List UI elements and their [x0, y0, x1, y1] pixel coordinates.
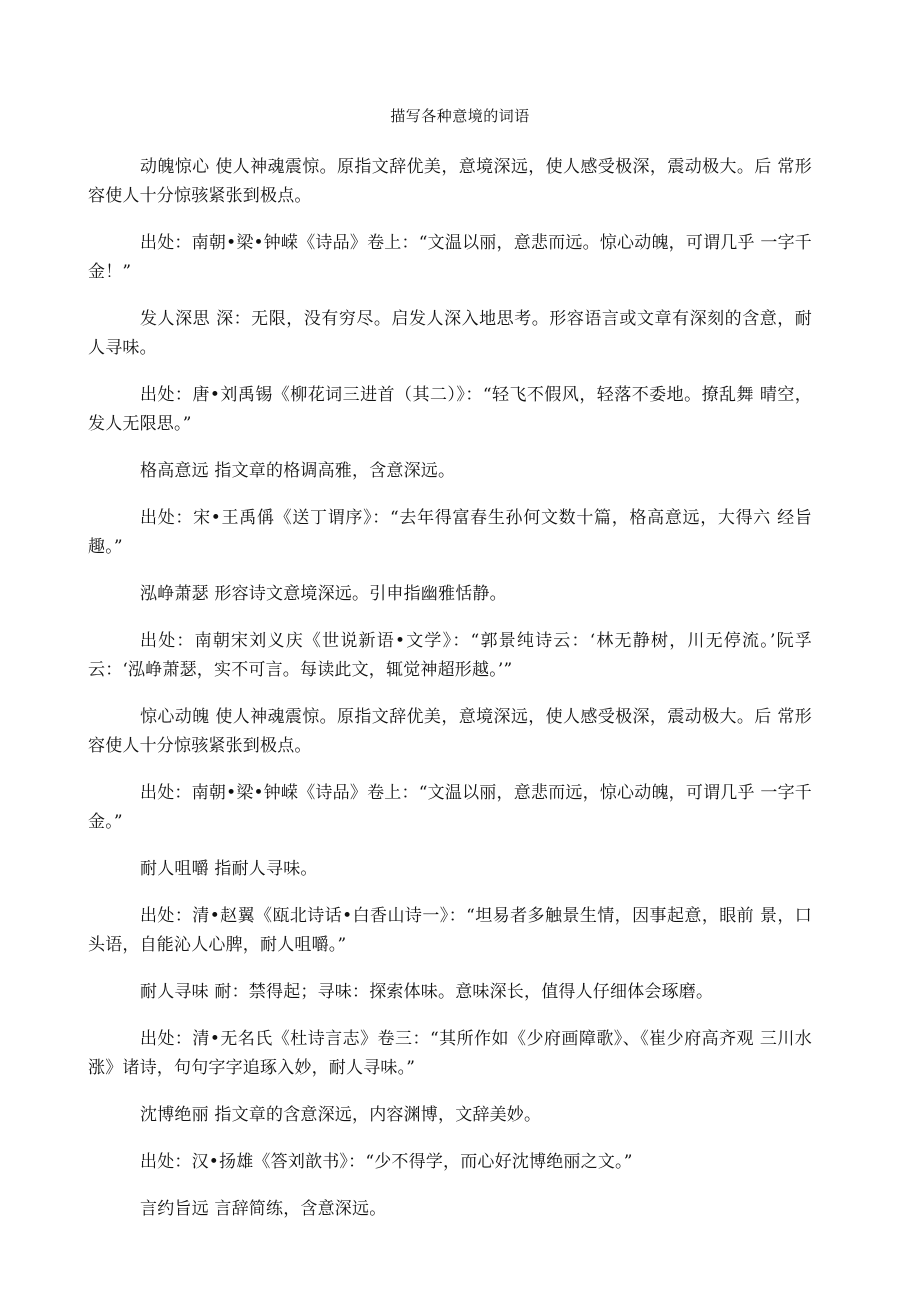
paragraph-dongpo-source: 出处：南朝•梁•钟嵘《诗品》卷上：“文温以丽，意悲而远。惊心动魄，可谓几乎 一字千金！” [88, 233, 812, 282]
paragraph-yanyue-definition: 言约旨远 言辞简练，含意深远。 [140, 1199, 387, 1219]
paragraph-shenbo-source: 出处：汉•扬雄《答刘歆书》：“少不得学，而心好沈博绝丽之文。” [140, 1152, 633, 1172]
paragraph-jujue-source: 出处：清•赵翼《瓯北诗话•白香山诗一》：“坦易者多触景生情，因事起意，眼前 景，口头语，自能沁人心脾，耐人咀嚼。” [88, 906, 812, 955]
paragraph-hongzheng-definition: 泓峥萧瑟 形容诗文意境深远。引申指幽雅恬静。 [140, 584, 507, 604]
document-body [88, 153, 812, 1242]
paragraph-faren-source: 出处：唐•刘禹锡《柳花词三进首（其二）》：“轻飞不假风，轻落不委地。撩乱舞 晴空，发人无限思。” [88, 385, 812, 434]
paragraph-xunwei-definition: 耐人寻味 耐：禁得起；寻味：探索体味。意味深长，值得人仔细体会琢磨。 [140, 982, 714, 1002]
paragraph-dongpo-definition: 动魄惊心 使人神魂震惊。原指文辞优美，意境深远，使人感受极深，震动极大。后 常形容使人十分惊骇紧张到极点。 [88, 157, 812, 206]
paragraph-gegao-definition: 格高意远 指文章的格调高雅，含意深远。 [140, 461, 456, 481]
paragraph-jingxin-definition: 惊心动魄 使人神魂震惊。原指文辞优美，意境深远，使人感受极深，震动极大。后 常形容使人十分惊骇紧张到极点。 [88, 707, 812, 756]
paragraph-hongzheng-source: 出处：南朝宋刘义庆《世说新语•文学》：“郭景纯诗云：‘林无静树，川无停流。’阮孚云：‘泓峥萧瑟，实不可言。每读此文，辄觉神超形越。’” [88, 631, 812, 680]
document-title: 描写各种意境的词语 [390, 107, 530, 125]
paragraph-jujue-definition: 耐人咀嚼 指耐人寻味。 [140, 859, 318, 879]
paragraph-xunwei-source: 出处：清•无名氏《杜诗言志》卷三：“其所作如《少府画障歌》、《崔少府高齐观 三川水涨》诸诗，句句字字追琢入妙，耐人寻味。” [88, 1029, 812, 1078]
paragraph-shenbo-definition: 沈博绝丽 指文章的含意深远，内容渊博，文辞美妙。 [140, 1105, 542, 1125]
paragraph-faren-definition: 发人深思 深：无限，没有穷尽。启发人深入地思考。形容语言或文章有深刻的含意，耐人寻味。 [88, 309, 812, 358]
paragraph-gegao-source: 出处：宋•王禹偁《送丁谓序》：“去年得富春生孙何文数十篇，格高意远，大得六 经旨趣。” [88, 508, 812, 557]
paragraph-jingxin-source: 出处：南朝•梁•钟嵘《诗品》卷上：“文温以丽，意悲而远，惊心动魄，可谓几乎 一字千金。” [88, 783, 812, 832]
